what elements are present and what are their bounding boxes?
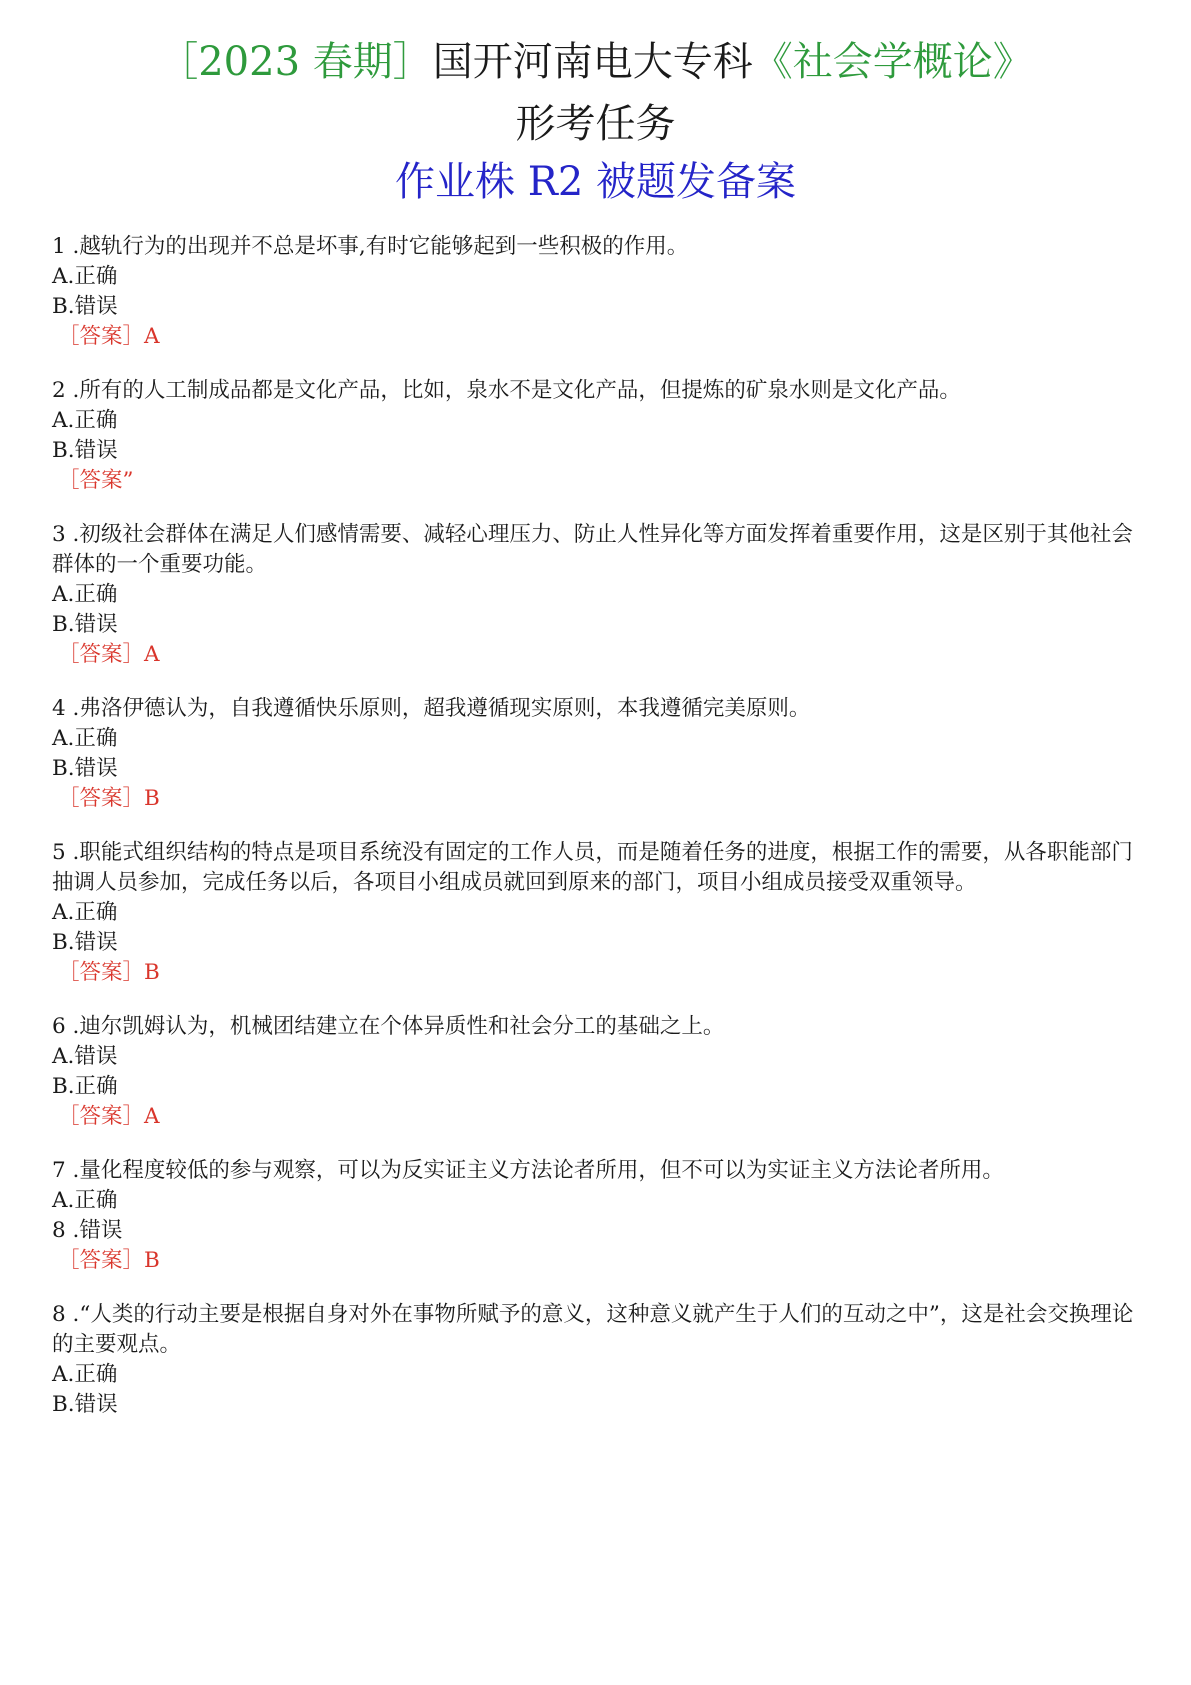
- question-text-line: [52, 232, 1142, 262]
- document-title: [0, 38, 1191, 86]
- question-number: 2: [52, 378, 66, 403]
- question-text: .弗洛伊德认为，自我遵循快乐原则，超我遵循现实原则，本我遵循完美原则。: [65, 696, 811, 721]
- question-item: [52, 376, 1142, 496]
- question-option: B.错误: [52, 1392, 118, 1417]
- question-item: [52, 232, 1142, 352]
- question-text: .迪尔凯姆认为，机械团结建立在个体异质性和社会分工的基础之上。: [65, 1014, 725, 1039]
- question-option: A.正确: [52, 1188, 118, 1213]
- question-number: 6: [52, 1014, 66, 1039]
- question-answer: ［答案］A: [58, 1104, 160, 1129]
- document-subtitle-blue: 作业株 R2 被题发备案: [395, 159, 796, 205]
- question-text: .初级社会群体在满足人们感情需要、减轻心理压力、防止人性异化等方面发挥着重要作用，这是区别于其他社会群体的一个重要功能。: [52, 522, 1133, 577]
- question-number: 3: [52, 522, 66, 547]
- title-school: 国开河南电大专科: [432, 39, 753, 85]
- question-text: .所有的人工制成品都是文化产品，比如，泉水不是文化产品，但提炼的矿泉水则是文化产品。: [65, 378, 961, 403]
- question-option: A.正确: [52, 900, 118, 925]
- question-number: 4: [52, 696, 66, 721]
- question-text-line: [52, 1300, 1142, 1360]
- question-item: [52, 520, 1142, 670]
- question-number: 1: [52, 234, 66, 259]
- question-answer: ［答案］B: [58, 786, 160, 811]
- question-option: 8 .错误: [52, 1218, 123, 1243]
- question-option: A.正确: [52, 264, 118, 289]
- question-number: 7: [52, 1158, 66, 1183]
- question-text-line: [52, 376, 1142, 406]
- question-text-line: [52, 1156, 1142, 1186]
- question-option: B.错误: [52, 294, 118, 319]
- question-option: B.错误: [52, 756, 118, 781]
- question-item: [52, 1156, 1142, 1276]
- question-number: 8: [52, 1302, 66, 1327]
- question-option: A.正确: [52, 726, 118, 751]
- question-text-line: [52, 694, 1142, 724]
- question-answer: ［答案］A: [58, 642, 160, 667]
- document-subtitle: 形考任务: [515, 101, 676, 147]
- question-answer: ［答案”: [58, 468, 134, 493]
- question-option: B.错误: [52, 438, 118, 463]
- question-option: A.错误: [52, 1044, 118, 1069]
- question-text-line: [52, 520, 1142, 580]
- question-item: [52, 1300, 1142, 1420]
- question-answer: ［答案］B: [58, 960, 160, 985]
- title-term: ［2023 春期］: [158, 39, 433, 85]
- question-option: A.正确: [52, 1362, 118, 1387]
- question-text: .量化程度较低的参与观察，可以为反实证主义方法论者所用，但不可以为实证主义方法论者所用。: [65, 1158, 1004, 1183]
- question-text-line: [52, 1012, 1142, 1042]
- question-item: [52, 1012, 1142, 1132]
- question-text-line: [52, 838, 1142, 898]
- title-course: 《社会学概论》: [752, 39, 1033, 85]
- question-item: [52, 838, 1142, 988]
- question-option: B.错误: [52, 930, 118, 955]
- question-option: A.正确: [52, 408, 118, 433]
- question-item: [52, 694, 1142, 814]
- question-list: [52, 232, 1142, 1444]
- question-answer: ［答案］B: [58, 1248, 160, 1273]
- question-option: B.错误: [52, 612, 118, 637]
- question-number: 5: [52, 840, 66, 865]
- question-option: A.正确: [52, 582, 118, 607]
- question-option: B.正确: [52, 1074, 118, 1099]
- question-text: .职能式组织结构的特点是项目系统没有固定的工作人员，而是随着任务的进度，根据工作的需要，从各职能部门抽调人员参加，完成任务以后，各项目小组成员就回到原来的部门，项目小组成员接受双重领导。: [52, 840, 1133, 895]
- question-answer: ［答案］A: [58, 324, 160, 349]
- question-text: .越轨行为的出现并不总是坏事,有时它能够起到一些积极的作用。: [65, 234, 689, 259]
- question-text: .“人类的行动主要是根据自身对外在事物所赋予的意义，这种意义就产生于人们的互动之中”，这是社会交换理论的主要观点。: [52, 1302, 1134, 1357]
